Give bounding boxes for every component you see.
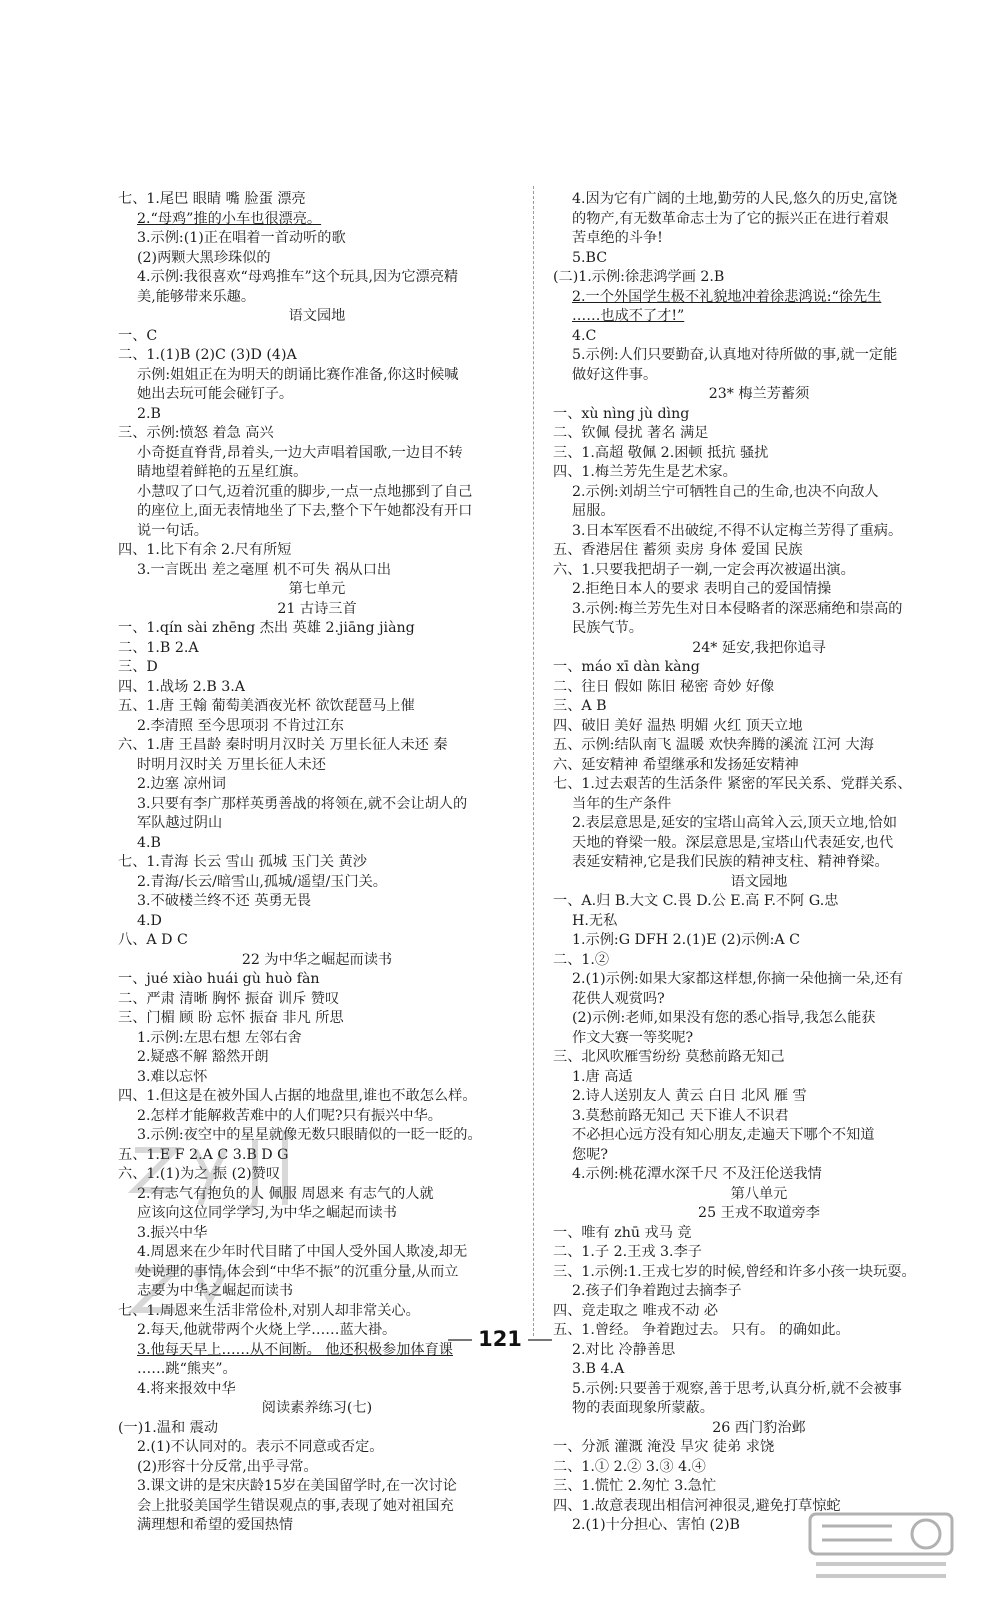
answer-line: 二、1.②: [553, 951, 610, 968]
right-column: [553, 190, 965, 1536]
answer-line: 应该向这位同学学习,为中华之崛起而读书: [137, 1205, 397, 1221]
zyjl-watermark: [115, 1110, 375, 1350]
answer-line: 四、竞走取之 唯戎不动 必: [553, 1302, 719, 1319]
answer-line: 3.难以忘怀: [137, 1068, 208, 1085]
answer-line: 四、1.故意表现出相信河神很灵,避免打草惊蛇: [553, 1497, 841, 1514]
answer-line: 5.示例:人们只要勤奋,认真地对待所做的事,就一定能: [572, 347, 898, 363]
section-heading: 第七单元: [288, 581, 346, 597]
answer-line: (2)形容十分反常,出乎寻常。: [137, 1458, 318, 1475]
answer-line: ……跳“熊夹”。: [137, 1361, 237, 1377]
answer-line: 3.他每天早上……从不间断。 他还积极参加体育课: [137, 1341, 453, 1358]
answer-line: 5.示例:只要善于观察,善于思考,认真分析,就不会被事: [572, 1380, 902, 1397]
answer-line: 4.C: [572, 327, 597, 344]
section-heading: 阅读素养练习(七): [261, 1400, 373, 1416]
answer-line: 七、1.青海 长云 雪山 孤城 玉门关 黄沙: [118, 854, 367, 870]
answer-line: 2.拒绝日本人的要求 表明自己的爱国情操: [572, 581, 832, 597]
answer-line: 2.有志气有抱负的人 佩服 周恩来 有志气的人就: [137, 1185, 434, 1202]
answer-line: 美,能够带来乐趣。: [137, 288, 256, 305]
answer-line: 天地的脊梁一般。深层意思是,宝塔山代表延安,也代: [572, 834, 894, 851]
answer-line: 2.表层意思是,延安的宝塔山高耸入云,顶天立地,恰如: [572, 815, 898, 831]
answer-line: 会上批驳美国学生错误观点的事,表现了她对祖国充: [137, 1497, 454, 1514]
answer-line: 四、1.战场 2.B 3.A: [118, 678, 246, 695]
section-heading: 22 为中华之崛起而读书: [241, 951, 393, 968]
answer-line: 时明月汉时关 万里长征人未还: [137, 756, 326, 773]
answer-line: 四、1.但这是在被外国人占据的地盘里,谁也不敢怎么样。: [118, 1088, 477, 1104]
section-heading: 语文园地: [730, 873, 788, 890]
answer-line: 您呢?: [572, 1146, 608, 1163]
answer-line: 七、1.尾巴 眼睛 嘴 脸蛋 漂亮: [118, 191, 306, 207]
answer-line: 1.示例:左思右想 左邻右舍: [137, 1029, 302, 1046]
answer-line: 三、北风吹雁雪纷纷 莫愁前路无知己: [553, 1049, 785, 1065]
answer-line: 示例:姐姐正在为明天的朗诵比赛作准备,你这时候喊: [137, 366, 459, 383]
answer-line: 2.B: [137, 405, 161, 422]
answer-line: 3.不破楼兰终不还 英勇无畏: [137, 893, 312, 909]
answer-line: 3.课文讲的是宋庆龄15岁在美国留学时,在一次讨论: [137, 1478, 457, 1494]
answer-line: 四、1.比下有余 2.尺有所短: [118, 542, 292, 558]
answer-line: 二、1.① 2.② 3.③ 4.④: [553, 1458, 706, 1475]
answer-line: 5.BC: [572, 249, 608, 266]
answer-line: 六、1.(1)为之 振 (2)赞叹: [118, 1166, 281, 1182]
answer-line: 作文大赛一等奖呢?: [572, 1029, 694, 1046]
answer-line: 4.示例:桃花潭水深千尺 不及汪伦送我情: [572, 1166, 822, 1182]
answer-line: 七、1.过去艰苦的生活条件 紧密的军民关系、党群关系、: [553, 776, 912, 792]
answer-line: 4.周恩来在少年时代目睹了中国人受外国人欺凌,却无: [137, 1244, 468, 1260]
answer-line: 2.(1)不认同对的。表示不同意或否定。: [137, 1439, 384, 1455]
answer-line: 民族气节。: [572, 620, 643, 636]
answer-line: 二、钦佩 侵扰 著名 满足: [553, 425, 709, 441]
answer-line: 二、1.(1)B (2)C (3)D (4)A: [118, 347, 297, 363]
section-heading: 25 王戎不取道旁李: [698, 1205, 820, 1221]
answer-line: 说一句话。: [137, 522, 208, 539]
answer-line: 六、延安精神 希望继承和发扬延安精神: [553, 756, 799, 773]
answer-line: 六、1.只要我把胡子一剃,一定会再次被逼出演。: [553, 561, 855, 578]
answer-line: 的物产,有无数革命志士为了它的振兴正在进行着艰: [572, 210, 889, 227]
answer-line: 苦卓绝的斗争!: [572, 230, 663, 246]
answer-line: 2.对比 冷静善思: [572, 1341, 676, 1358]
answer-line: 二、1.子 2.王戎 3.李子: [553, 1244, 702, 1260]
section-heading: 23* 梅兰芳蓄须: [708, 386, 810, 402]
answer-line: 处说理的事情,体会到“中华不振”的沉重分量,从而立: [137, 1263, 459, 1280]
answer-line: 2.每天,他就带两个火烧上学……蓝大褂。: [137, 1322, 397, 1338]
section-heading: 24* 延安,我把你追寻: [692, 639, 826, 656]
answer-line: 2.(1)示例:如果大家都这样想,你摘一朵他摘一朵,还有: [572, 971, 904, 987]
answer-line: 3.振兴中华: [137, 1224, 208, 1241]
answer-line: 1.唐 高适: [572, 1068, 633, 1085]
answer-line: 七、1.周恩来生活非常俭朴,对别人却非常关心。: [118, 1302, 420, 1319]
mxqe-logo: [806, 1510, 956, 1582]
answer-line: 一、A.归 B.大文 C.畏 D.公 E.高 F.不阿 G.忠: [553, 893, 839, 909]
answer-line: 当年的生产条件: [572, 795, 672, 812]
answer-line: 2.示例:刘胡兰宁可牺牲自己的生命,也决不向敌人: [572, 483, 879, 500]
answer-line: (2)示例:老师,如果没有您的悉心指导,我怎么能获: [572, 1010, 876, 1026]
answer-line: 三、1.慌忙 2.匆忙 3.急忙: [553, 1478, 717, 1494]
answer-line: (2)两颗大黑珍珠似的: [137, 249, 271, 266]
answer-line: 小慧叹了口气,迈着沉重的脚步,一点一点地挪到了自己: [137, 483, 473, 500]
answer-line: 三、D: [118, 659, 158, 675]
answer-line: 2.孩子们争着跑过去摘李子: [572, 1283, 742, 1299]
answer-line: 3.日本军医看不出破绽,不得不认定梅兰芳得了重病。: [572, 522, 903, 539]
answer-line: 小奇挺直脊背,昂着头,一边大声唱着国歌,一边目不转: [137, 444, 463, 461]
answer-line: 4.D: [137, 912, 162, 929]
answer-line: 一、jué xiào huái gù huò fàn: [118, 971, 320, 987]
section-heading: 26 西门豹治邺: [712, 1419, 806, 1436]
answer-line: 五、1.E F 2.A C 3.B D G: [118, 1146, 289, 1163]
answer-line: 2.边塞 凉州词: [137, 776, 226, 792]
answer-line: 物的表面现象所蒙蔽。: [572, 1400, 714, 1416]
answer-line: 五、香港居住 蓄须 卖房 身体 爱国 民族: [553, 542, 803, 558]
answer-line: 睛地望着鲜艳的五星红旗。: [137, 464, 308, 480]
answer-line: 2.疑惑不解 豁然开朗: [137, 1049, 269, 1065]
answer-line: (一)1.温和 震动: [118, 1419, 219, 1436]
answer-line: 一、máo xī dàn kàng: [553, 659, 700, 675]
answer-line: 一、唯有 zhū 戎马 竞: [553, 1224, 692, 1241]
answer-line: 2.李清照 至今思项羽 不肯过江东: [137, 717, 344, 734]
answer-line: 的座位上,面无表情地坐了下去,整个下午她都没有开口: [137, 503, 473, 519]
answer-line: 五、示例:结队南飞 温暖 欢快奔腾的溪流 江河 大海: [553, 737, 874, 753]
answer-line: 2.一个外国学生极不礼貌地冲着徐悲鸿说:“徐先生: [572, 288, 882, 305]
section-heading: 语文园地: [288, 308, 346, 324]
answer-line: 三、1.高超 敬佩 2.困顿 抵抗 骚扰: [553, 444, 769, 461]
answer-line: ……也成不了才!”: [572, 308, 685, 324]
answer-line: 五、1.曾经。 争着跑过去。 只有。 的确如此。: [553, 1322, 850, 1338]
answer-line: 3.示例:(1)正在唱着一首动听的歌: [137, 230, 346, 246]
answer-line: 4.因为它有广阔的土地,勤劳的人民,悠久的历史,富饶: [572, 191, 898, 207]
answer-line: 三、门楣 顾 盼 忘怀 振奋 非凡 所思: [118, 1010, 344, 1026]
answer-line: 4.B: [137, 834, 161, 851]
answer-line: 一、分派 灌溉 淹没 旱灾 徒弟 求饶: [553, 1439, 775, 1455]
answer-line: 1.示例:G DFH 2.(1)E (2)示例:A C: [572, 932, 800, 948]
answer-line: 3.莫愁前路无知己 天下谁人不识君: [572, 1107, 789, 1124]
answer-line: 军队越过阴山: [137, 815, 223, 831]
answer-line: 四、破旧 美好 温热 明媚 火红 顶天立地: [553, 717, 803, 734]
section-heading: 21 古诗三首: [277, 600, 357, 617]
section-heading: 第八单元: [730, 1185, 788, 1202]
answer-line: 3.B 4.A: [572, 1361, 625, 1377]
answer-line: 二、往日 假如 陈旧 秘密 奇妙 好像: [553, 678, 775, 695]
answer-line: (二)1.示例:徐悲鸿学画 2.B: [553, 269, 725, 285]
answer-line: 志要为中华之崛起而读书: [137, 1283, 294, 1299]
answer-line: 4.将来报效中华: [137, 1380, 236, 1397]
answer-line: 2.“母鸡”推的小车也很漂亮。: [137, 210, 322, 227]
answer-line: 2.青海/长云/暗雪山,孤城/遥望/玉门关。: [137, 873, 387, 890]
answer-line: 3.一言既出 差之毫厘 机不可失 祸从口出: [137, 561, 392, 578]
answer-line: 五、1.唐 王翰 葡萄美酒夜光杯 欲饮琵琶马上催: [118, 698, 415, 714]
answer-line: 三、A B: [553, 698, 607, 714]
answer-line: 表延安精神,它是我们民族的精神支柱、精神脊梁。: [572, 854, 889, 870]
answer-line: 3.示例:梅兰芳先生对日本侵略者的深恶痛绝和崇高的: [572, 600, 903, 617]
answer-line: H.无私: [572, 912, 618, 929]
answer-line: 二、严肃 清晰 胸怀 振奋 训斥 赞叹: [118, 990, 340, 1007]
answer-line: 三、示例:愤怒 着急 高兴: [118, 425, 274, 441]
answer-line: 满理想和希望的爱国热情: [137, 1517, 294, 1533]
answer-line: 一、1.qín sài zhēng 杰出 英雄 2.jiāng jiàng: [118, 620, 415, 636]
column-divider: [533, 186, 534, 1336]
answer-line: 4.示例:我很喜欢“母鸡推车”这个玩具,因为它漂亮精: [137, 269, 459, 285]
answer-line: 她出去玩可能会碰钉子。: [137, 386, 294, 402]
answer-line: 2.(1)十分担心、害怕 (2)B: [572, 1517, 740, 1533]
answer-line: 一、xù nìng jù dìng: [553, 405, 690, 422]
answer-line: 二、1.B 2.A: [118, 639, 199, 656]
answer-line: 3.示例:夜空中的星星就像无数只眼睛似的一眨一眨的。: [137, 1127, 482, 1143]
answer-line: 四、1.梅兰芳先生是艺术家。: [553, 464, 737, 480]
answer-line: 六、1.唐 王昌龄 秦时明月汉时关 万里长征人未还 秦: [118, 737, 448, 753]
answer-line: 一、C: [118, 327, 158, 344]
page-number: 121: [435, 1327, 565, 1351]
answer-line: 花供人观赏吗?: [572, 990, 665, 1007]
answer-line: 做好这件事。: [572, 366, 658, 383]
answer-line: 3.只要有李广那样英勇善战的将领在,就不会让胡人的: [137, 795, 468, 812]
answer-line: 三、1.示例:1.王戎七岁的时候,曾经和许多小孩一块玩耍。: [553, 1263, 916, 1280]
answer-line: 不必担心远方没有知心朋友,走遍天下哪个不知道: [572, 1127, 875, 1143]
answer-line: 2.怎样才能解救苦难中的人们呢?只有振兴中华。: [137, 1107, 442, 1124]
answer-line: 八、A D C: [118, 932, 188, 948]
answer-line: 2.诗人送别友人 黄云 白日 北风 雁 雪: [572, 1088, 807, 1104]
answer-line: 屈服。: [572, 503, 615, 519]
